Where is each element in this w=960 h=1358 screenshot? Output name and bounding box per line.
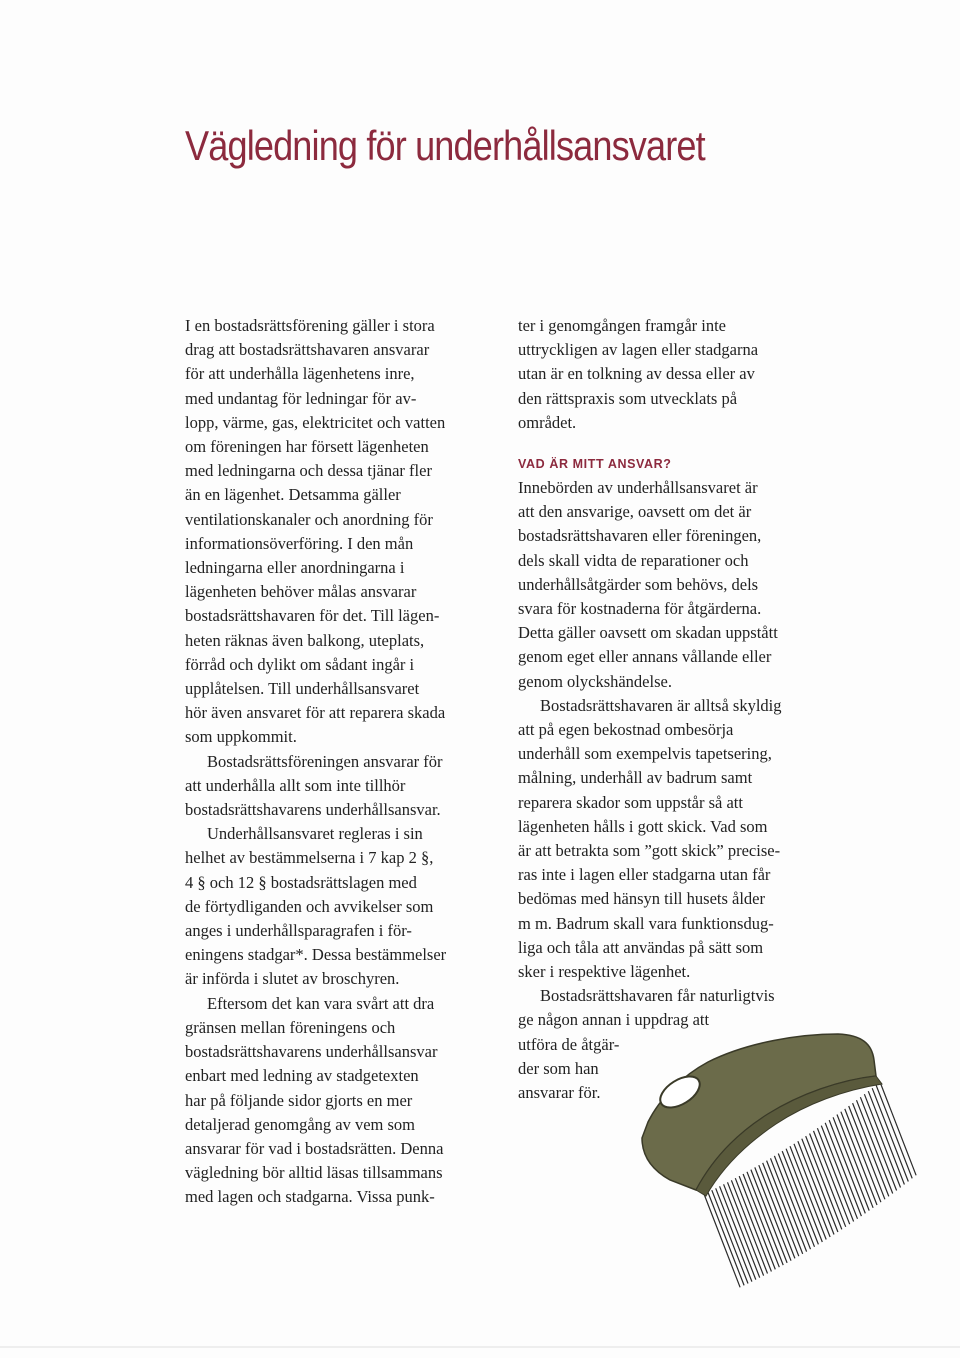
- text-line: Bostadsrättshavaren är alltså skyldig: [540, 695, 782, 715]
- text-line: Detta gäller oavsett om skadan uppstått: [518, 623, 778, 643]
- comb-tooth: [731, 1180, 767, 1273]
- text-line: ansvarar för.: [518, 1083, 601, 1103]
- text-line: ras inte i lagen eller stadgarna utan får: [518, 865, 771, 885]
- comb-tooth: [716, 1188, 752, 1281]
- comb-tooth: [786, 1149, 822, 1242]
- text-line: ge någon annan i uppdrag att: [518, 1010, 710, 1030]
- comb-tooth: [720, 1186, 756, 1279]
- text-line: svara för kostnaderna för åtgärderna.: [518, 599, 762, 619]
- section-heading: VAD ÄR MITT ANSVAR?: [518, 457, 672, 472]
- comb-tooth: [794, 1144, 830, 1237]
- text-line: bostadsrättshavaren eller föreningen,: [518, 526, 762, 546]
- text-line: genom eget eller annans vållande eller: [518, 647, 772, 667]
- text-line: underhållsåtgärder som behövs, dels: [518, 574, 759, 594]
- text-line: detaljerad genomgång av vem som: [185, 1114, 416, 1134]
- text-line: sker i respektive lägenhet.: [518, 962, 691, 982]
- text-line: lopp, värme, gas, elektricitet och vatten: [185, 412, 446, 432]
- body-paragraph: [518, 476, 838, 694]
- text-line: området.: [518, 412, 577, 432]
- comb-tooth: [712, 1190, 748, 1283]
- text-line: gränsen mellan föreningens och: [185, 1017, 396, 1037]
- text-line: eningens stadgar*. Dessa bestämmelser: [185, 945, 447, 965]
- comb-tooth: [735, 1178, 771, 1271]
- text-line: dels skall vidta de reparationer och: [518, 550, 749, 570]
- comb-tooth: [790, 1146, 826, 1239]
- text-line: Innebörden av underhållsansvaret är: [518, 478, 758, 498]
- text-line: 4 § och 12 § bostadsrättslagen med: [185, 872, 417, 892]
- text-line: enbart med ledning av stadgetexten: [185, 1066, 419, 1086]
- text-line: I en bostadsrättsförening gäller i stora: [185, 316, 435, 335]
- comb-tooth: [767, 1161, 803, 1254]
- comb-tooth: [778, 1154, 814, 1247]
- comb-tooth: [759, 1165, 795, 1258]
- body-paragraph: [185, 314, 505, 750]
- comb-illustration: [600, 1010, 920, 1310]
- text-line: som uppkommit.: [185, 727, 297, 747]
- body-paragraph: [518, 694, 838, 984]
- body-paragraph: [185, 822, 505, 991]
- comb-tooth: [708, 1192, 744, 1285]
- right-column: [518, 314, 838, 1105]
- comb-tooth: [798, 1141, 834, 1234]
- text-line: den rättspraxis som utvecklats på: [518, 388, 738, 408]
- comb-tooth: [728, 1182, 764, 1275]
- comb-tooth: [724, 1184, 760, 1277]
- text-line: ter i genomgången framgår inte: [518, 316, 726, 335]
- comb-tooth: [802, 1139, 838, 1232]
- text-line: lägenheten hålls i gott skick. Vad som: [518, 816, 768, 836]
- text-line: m m. Badrum skall vara funktionsdug-: [518, 913, 774, 933]
- text-line: Bostadsrättshavaren får naturligtvis: [540, 986, 775, 1006]
- comb-tooth: [751, 1170, 787, 1263]
- body-paragraph: [185, 750, 505, 823]
- text-line: der som han: [518, 1058, 599, 1078]
- text-line: Eftersom det kan vara svårt att dra: [207, 993, 435, 1013]
- comb-tooth: [774, 1156, 810, 1249]
- text-line: genom olyckshändelse.: [518, 671, 672, 691]
- comb-tooth: [743, 1174, 779, 1267]
- text-line: med lagen och stadgarna. Vissa punk-: [185, 1187, 435, 1207]
- text-line: drag att bostadsrättshavaren ansvarar: [185, 340, 430, 360]
- text-line: reparera skador som uppstår så att: [518, 792, 743, 812]
- text-line: helhet av bestämmelserna i 7 kap 2 §,: [185, 848, 434, 868]
- text-line: är att betrakta som ”gott skick” precise-: [518, 841, 781, 861]
- text-line: bedömas med hänsyn till husets ålder: [518, 889, 765, 909]
- text-line: att på egen bekostnad ombesörja: [518, 720, 734, 740]
- body-paragraph: [185, 992, 505, 1210]
- text-line: anges i underhållsparagrafen i för-: [185, 921, 412, 941]
- text-line: att underhålla allt som inte tillhör: [185, 775, 406, 795]
- comb-tooth: [755, 1167, 791, 1260]
- text-line: ventilationskanaler och anordning för: [185, 509, 433, 529]
- page-title: Vägledning för underhållsansvaret: [185, 122, 705, 169]
- left-column: [185, 314, 505, 1210]
- text-line: liga och tåla att användas på sätt som: [518, 937, 764, 957]
- text-line: att den ansvarige, oavsett om det är: [518, 502, 752, 522]
- text-line: de förtydliganden och avvikelser som: [185, 896, 434, 916]
- comb-tooth: [763, 1163, 799, 1256]
- text-line: heten räknas även balkong, uteplats,: [185, 630, 425, 650]
- text-line: underhåll som exempelvis tapetsering,: [518, 744, 772, 764]
- text-line: vägledning bör alltid läsas tillsammans: [185, 1163, 443, 1183]
- text-line: upplåtelsen. Till underhållsansvaret: [185, 679, 420, 699]
- comb-tooth: [704, 1194, 740, 1287]
- text-line: ledningarna eller anordningarna i: [185, 558, 405, 578]
- text-line: informationsöverföring. I den mån: [185, 533, 414, 553]
- text-line: med ledningarna och dessa tjänar fler: [185, 461, 432, 481]
- text-line: är införda i slutet av broschyren.: [185, 969, 400, 989]
- text-line: bostadsrättshavarens underhållsansvar.: [185, 800, 441, 820]
- text-line: ansvarar för vad i bostadsrätten. Denna: [185, 1138, 444, 1158]
- comb-tooth: [771, 1158, 807, 1251]
- scan-edge: [0, 1346, 960, 1348]
- text-line: för att underhålla lägenhetens inre,: [185, 364, 415, 384]
- text-line: Underhållsansvaret regleras i sin: [207, 824, 423, 844]
- text-line: hör även ansvaret för att reparera skada: [185, 703, 446, 723]
- comb-tooth: [739, 1176, 775, 1269]
- text-line: har på följande sidor gjorts en mer: [185, 1090, 413, 1110]
- text-line: utföra de åtgär-: [518, 1034, 620, 1054]
- text-line: än en lägenhet. Detsamma gäller: [185, 485, 401, 505]
- text-line: bostadsrättshavaren för det. Till lägen-: [185, 606, 440, 626]
- text-line: om föreningen har försett lägenheten: [185, 437, 429, 457]
- text-line: målning, underhåll av badrum samt: [518, 768, 753, 788]
- text-line: utan är en tolkning av dessa eller av: [518, 364, 755, 384]
- text-line: uttryckligen av lagen eller stadgarna: [518, 340, 759, 360]
- text-line: Bostadsrättsföreningen ansvarar för: [207, 751, 443, 771]
- comb-tooth: [782, 1151, 818, 1244]
- body-paragraph: [518, 314, 838, 435]
- text-line: förråd och dylikt om sådant ingår i: [185, 654, 415, 674]
- text-line: med undantag för ledningar för av-: [185, 388, 417, 408]
- text-line: bostadsrättshavarens underhållsansvar: [185, 1042, 438, 1062]
- text-line: lägenheten behöver målas ansvarar: [185, 582, 417, 602]
- comb-tooth: [747, 1172, 783, 1265]
